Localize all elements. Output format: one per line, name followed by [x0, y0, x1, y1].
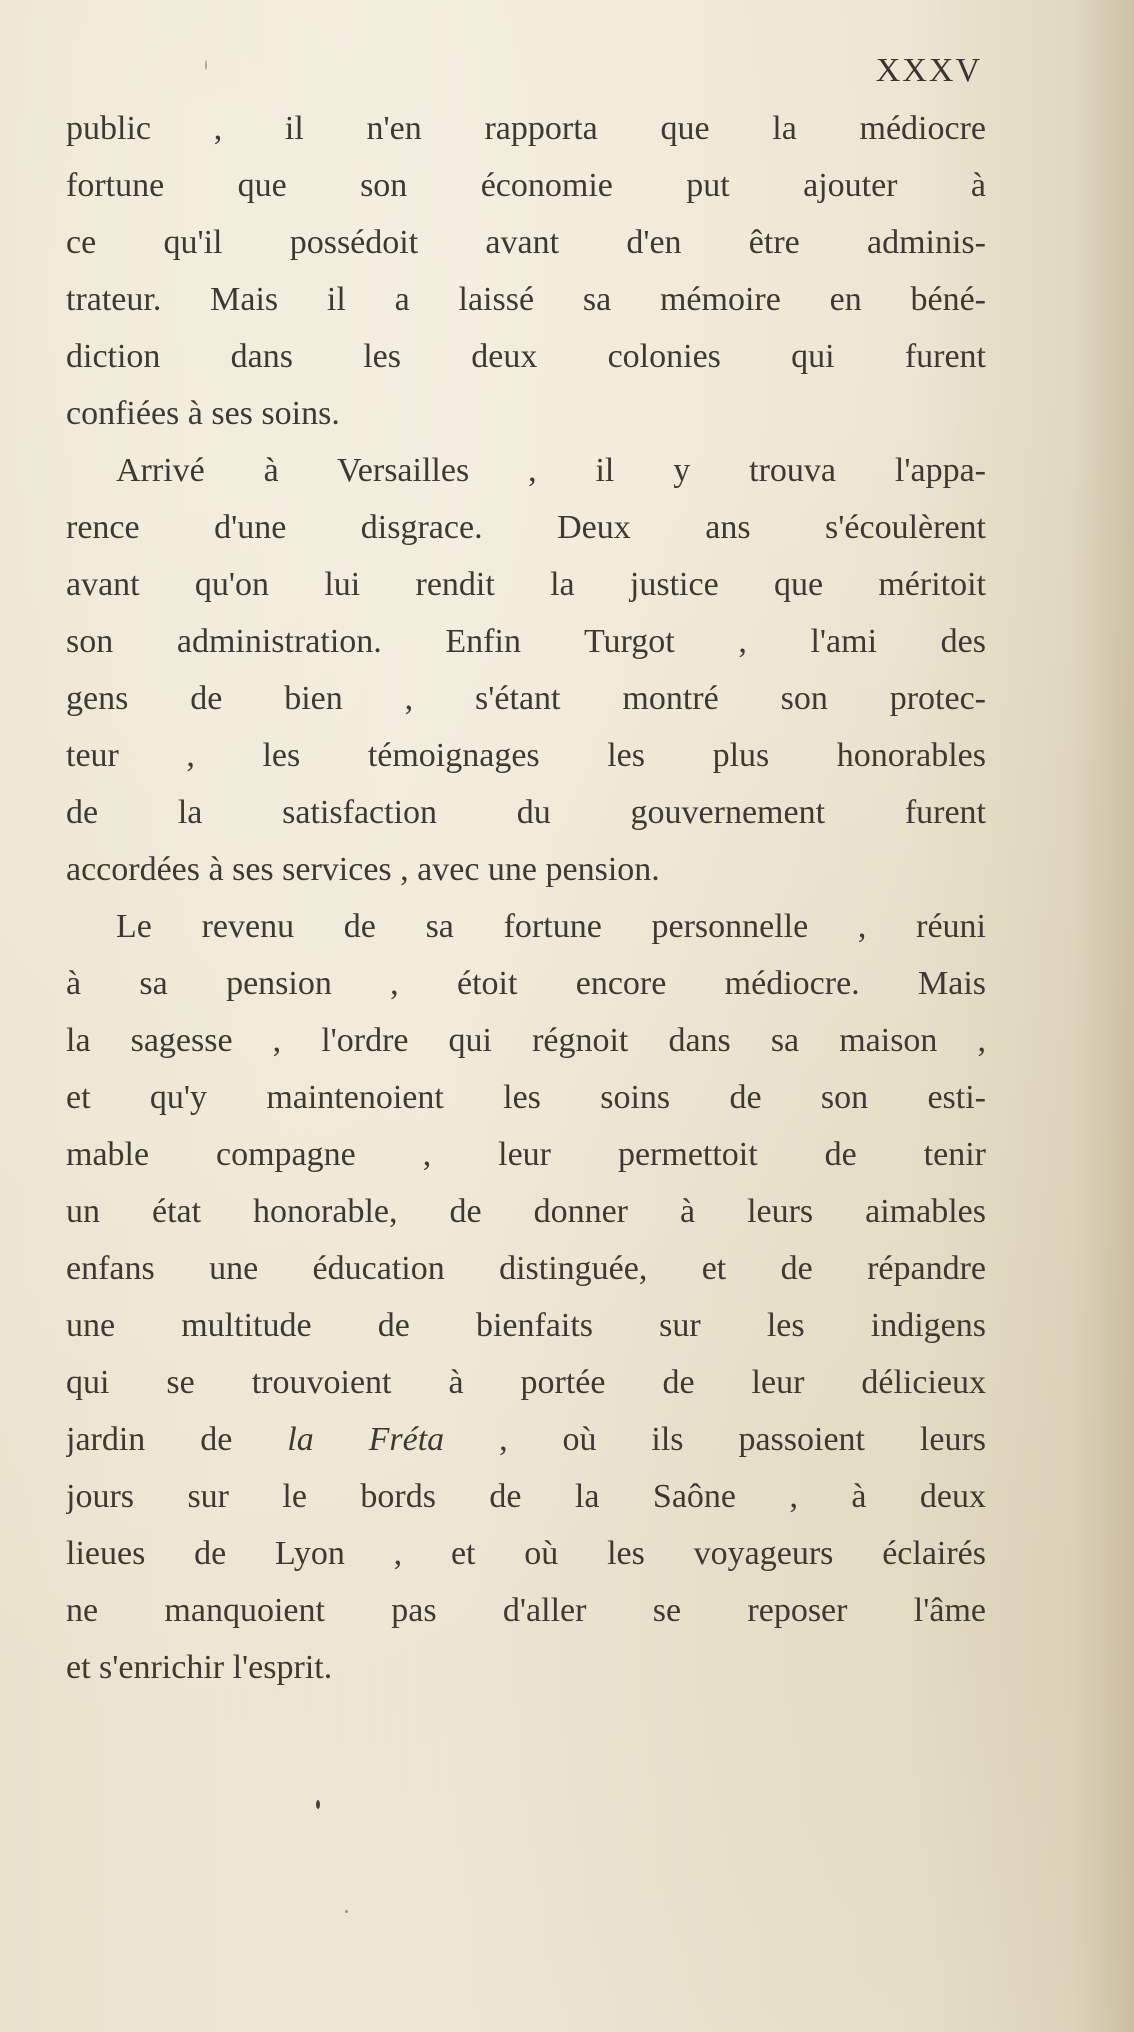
text-line: qui se trouvoient à portée de leur délicieux	[66, 1364, 986, 1401]
text-line: jours sur le bords de la Saône , à deux	[66, 1478, 986, 1515]
text-line: un état honorable, de donner à leurs aimables	[66, 1193, 986, 1230]
text-line: gens de bien , s'étant montré son protec-	[66, 680, 986, 717]
paragraph-start: Arrivé à Versailles , il y trouva l'appa-	[116, 452, 986, 489]
text-line: ce qu'il possédoit avant d'en être adminis-	[66, 224, 986, 261]
page-edge-shadow	[1074, 0, 1134, 2032]
text-line: et s'enrichir l'esprit.	[66, 1649, 333, 1686]
text-line: rence d'une disgrace. Deux ans s'écoulèrent	[66, 509, 986, 546]
text-line: confiées à ses soins.	[66, 395, 340, 432]
text-line: diction dans les deux colonies qui furent	[66, 338, 986, 375]
text-line: une multitude de bienfaits sur les indigens	[66, 1307, 986, 1344]
text-segment: jardin de	[66, 1421, 233, 1458]
page-number: XXXV	[875, 52, 982, 89]
text-line: lieues de Lyon , et où les voyageurs éclairés	[66, 1535, 986, 1572]
ink-spot	[316, 1800, 320, 1809]
text-line: avant qu'on lui rendit la justice que méritoit	[66, 566, 986, 603]
text-line: et qu'y maintenoient les soins de son esti-	[66, 1079, 986, 1116]
body-text	[66, 100, 986, 1696]
italic-place-name: la Fréta	[287, 1421, 445, 1458]
text-line-with-italic	[66, 1411, 986, 1468]
text-line: public , il n'en rapporta que la médiocre	[66, 110, 986, 147]
text-line: fortune que son économie put ajouter à	[66, 167, 986, 204]
text-line: accordées à ses services , avec une pension.	[66, 851, 660, 888]
text-line: teur , les témoignages les plus honorables	[66, 737, 986, 774]
text-segment: , où ils passoient leurs	[499, 1421, 986, 1458]
text-line: enfans une éducation distinguée, et de répandre	[66, 1250, 986, 1287]
text-line: son administration. Enfin Turgot , l'ami des	[66, 623, 986, 660]
text-line: la sagesse , l'ordre qui régnoit dans sa maison ,	[66, 1022, 986, 1059]
paragraph-start: Le revenu de sa fortune personnelle , réuni	[116, 908, 986, 945]
text-line: de la satisfaction du gouvernement furent	[66, 794, 986, 831]
text-line: ne manquoient pas d'aller se reposer l'âme	[66, 1592, 986, 1629]
ink-spot	[345, 1910, 348, 1913]
text-line: trateur. Mais il a laissé sa mémoire en béné-	[66, 281, 986, 318]
text-line: à sa pension , étoit encore médiocre. Mais	[66, 965, 986, 1002]
ink-spot	[205, 60, 207, 70]
text-line: mable compagne , leur permettoit de tenir	[66, 1136, 986, 1173]
